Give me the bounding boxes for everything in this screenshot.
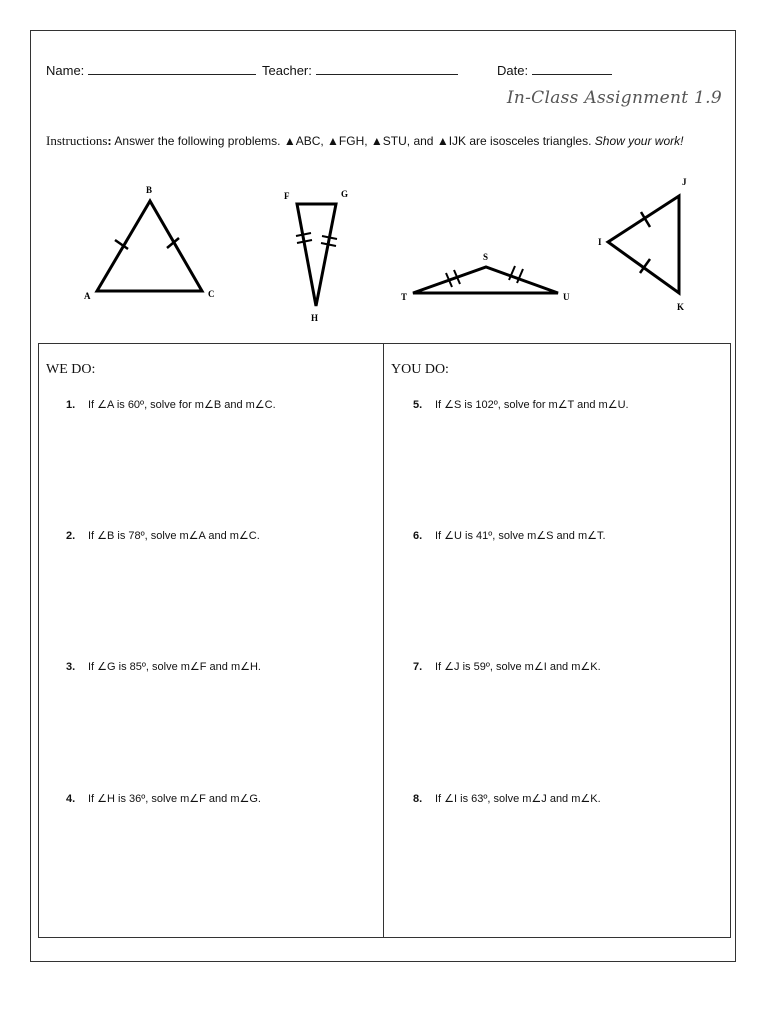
- problem-7: [413, 660, 601, 673]
- we-do-heading: WE DO:: [46, 362, 96, 377]
- problem-text: If ∠I is 63º, solve m∠J and m∠K.: [435, 793, 601, 805]
- vertex-j-label: J: [682, 177, 687, 187]
- problem-3: [66, 660, 261, 673]
- problem-number: 4.: [66, 793, 76, 805]
- teacher-label: Teacher:: [262, 63, 312, 78]
- problem-2: [66, 529, 260, 542]
- instructions-text: Answer the following problems. ▲ABC, ▲FGH, ▲STU, and ▲IJK are isosceles triangles.: [111, 134, 595, 148]
- you-do-heading: YOU DO:: [391, 362, 449, 377]
- problem-number: 2.: [66, 530, 76, 542]
- problem-number: 8.: [413, 793, 423, 805]
- triangle-figures: [0, 0, 768, 340]
- vertex-g-label: G: [341, 189, 349, 199]
- problem-number: 1.: [66, 399, 76, 411]
- problem-4: [66, 792, 261, 805]
- vertex-i-label: I: [598, 237, 602, 247]
- problem-5: [413, 398, 629, 411]
- problem-text: If ∠H is 36º, solve m∠F and m∠G.: [88, 793, 261, 805]
- problem-number: 3.: [66, 661, 76, 673]
- vertex-u-label: U: [563, 292, 570, 302]
- problem-8: [413, 792, 601, 805]
- problems-box: [38, 343, 731, 938]
- vertex-f-label: F: [284, 191, 290, 201]
- problem-text: If ∠B is 78º, solve m∠A and m∠C.: [88, 530, 260, 542]
- vertex-c-label: C: [208, 289, 215, 299]
- name-label: Name:: [46, 63, 85, 78]
- problem-text: If ∠G is 85º, solve m∠F and m∠H.: [88, 661, 261, 673]
- date-label: Date:: [497, 63, 529, 78]
- problem-1: [66, 398, 276, 411]
- problem-text: If ∠A is 60º, solve for m∠B and m∠C.: [88, 399, 276, 411]
- problem-6: [413, 529, 606, 542]
- vertex-b-label: B: [146, 185, 153, 195]
- problem-text: If ∠U is 41º, solve m∠S and m∠T.: [435, 530, 606, 542]
- triangle-fgh: [284, 189, 348, 323]
- triangle-abc: [84, 185, 215, 301]
- problem-text: If ∠S is 102º, solve for m∠T and m∠U.: [435, 399, 629, 411]
- vertex-k-label: K: [677, 302, 685, 312]
- column-divider: [383, 343, 384, 938]
- vertex-t-label: T: [401, 292, 408, 302]
- vertex-s-label: S: [483, 252, 489, 262]
- vertex-h-label: H: [311, 313, 319, 323]
- problem-number: 7.: [413, 661, 423, 673]
- problem-text: If ∠J is 59º, solve m∠I and m∠K.: [435, 661, 601, 673]
- problem-number: 6.: [413, 530, 423, 542]
- triangle-stu: [401, 252, 570, 302]
- assignment-title: In-Class Assignment 1.9: [506, 88, 722, 108]
- instructions-emphasis: Show your work!: [594, 134, 684, 148]
- problem-number: 5.: [413, 399, 423, 411]
- triangle-ijk: [598, 177, 687, 312]
- instructions-label: Instructions:: [46, 133, 112, 148]
- vertex-a-label: A: [84, 291, 91, 301]
